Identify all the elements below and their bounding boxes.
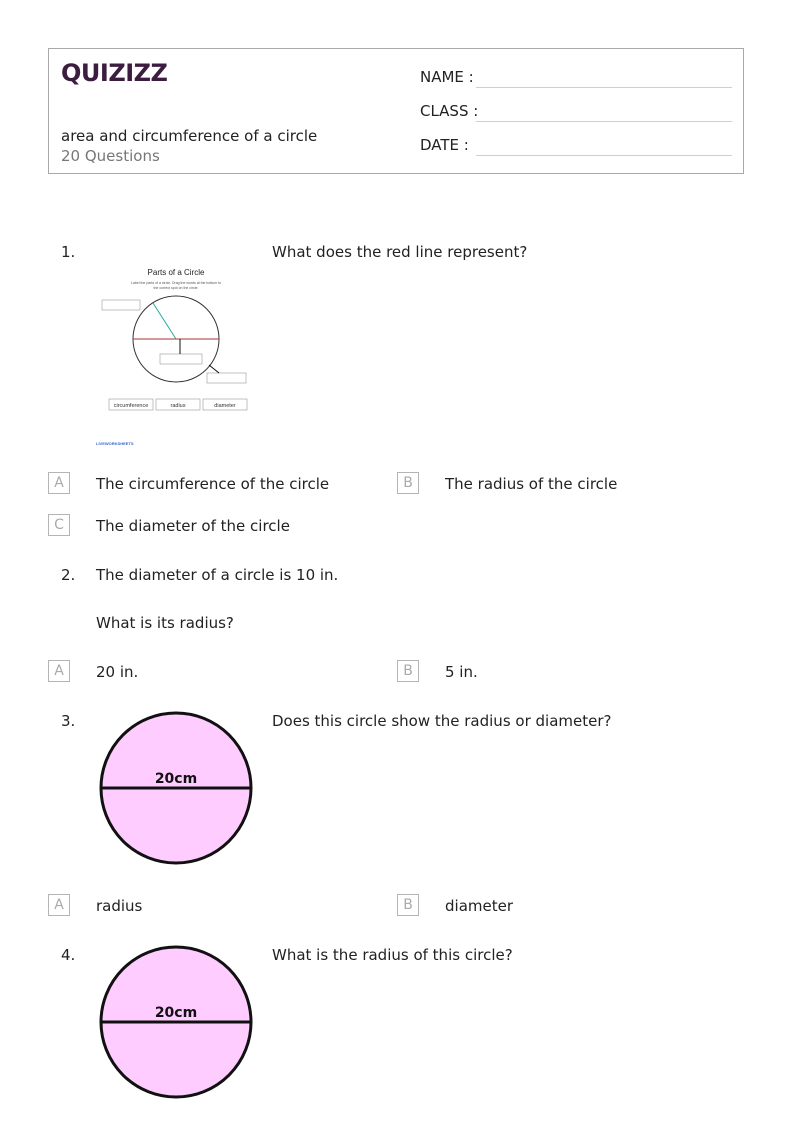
- option-a-text: radius: [96, 897, 143, 915]
- question-count: 20 Questions: [61, 147, 160, 165]
- question-text: What is the radius of this circle?: [272, 946, 513, 964]
- option-b-box[interactable]: B: [397, 660, 419, 682]
- class-line[interactable]: [476, 121, 732, 122]
- name-label: NAME :: [420, 68, 474, 86]
- question-number: 1.: [61, 243, 76, 261]
- liveworksheets-footer: LIVEWORKSHEETS: [96, 441, 134, 446]
- date-field[interactable]: [420, 136, 469, 154]
- class-field[interactable]: [420, 102, 478, 120]
- question-number: 3.: [61, 712, 76, 730]
- option-a-text: 20 in.: [96, 663, 139, 681]
- question-text: The diameter of a circle is 10 in.: [96, 566, 339, 584]
- circle-diameter-image: [98, 711, 254, 867]
- option-c-box[interactable]: C: [48, 514, 70, 536]
- word-bank-circumference: circumference: [113, 403, 149, 409]
- date-line[interactable]: [476, 155, 732, 156]
- option-b-text: diameter: [445, 897, 513, 915]
- date-label: DATE :: [420, 136, 469, 154]
- label-box-middle: [160, 354, 202, 364]
- option-b-text: The radius of the circle: [445, 475, 618, 493]
- word-bank-diameter: diameter: [214, 403, 236, 409]
- circle-diameter-image: [98, 945, 254, 1101]
- worksheet-header: [48, 48, 744, 174]
- green-line: [153, 303, 176, 339]
- option-b-box[interactable]: B: [397, 894, 419, 916]
- question-text: What does the red line represent?: [272, 243, 528, 261]
- name-field[interactable]: [420, 68, 474, 86]
- name-line[interactable]: [476, 87, 732, 88]
- word-bank-radius: radius: [170, 403, 186, 409]
- image-title: Parts of a Circle: [147, 268, 205, 277]
- option-a-box[interactable]: A: [48, 472, 70, 494]
- parts-of-circle-image: [96, 262, 252, 452]
- question-number: 2.: [61, 566, 76, 584]
- image-instructions-1: Label the parts of a circle. Drag the words at the bottom to: [130, 281, 222, 285]
- image-instructions-2: the correct spot on the circle.: [153, 286, 199, 290]
- quizizz-logo: QUIZIZZ: [61, 59, 168, 87]
- label-box-right: [207, 373, 246, 383]
- pointer-line-right: [209, 365, 219, 373]
- option-a-text: The circumference of the circle: [96, 475, 330, 493]
- option-a-box[interactable]: A: [48, 894, 70, 916]
- measurement-label: 20cm: [154, 771, 198, 787]
- option-b-text: 5 in.: [445, 663, 478, 681]
- question-number: 4.: [61, 946, 76, 964]
- worksheet-title: area and circumference of a circle: [61, 127, 318, 145]
- option-a-box[interactable]: A: [48, 660, 70, 682]
- option-b-box[interactable]: B: [397, 472, 419, 494]
- option-c-text: The diameter of the circle: [96, 517, 290, 535]
- measurement-label: 20cm: [154, 1005, 198, 1021]
- class-label: CLASS :: [420, 102, 479, 120]
- label-box-top: [102, 300, 140, 310]
- question-text: Does this circle show the radius or diameter?: [272, 712, 612, 730]
- question-text-2: What is its radius?: [96, 614, 234, 632]
